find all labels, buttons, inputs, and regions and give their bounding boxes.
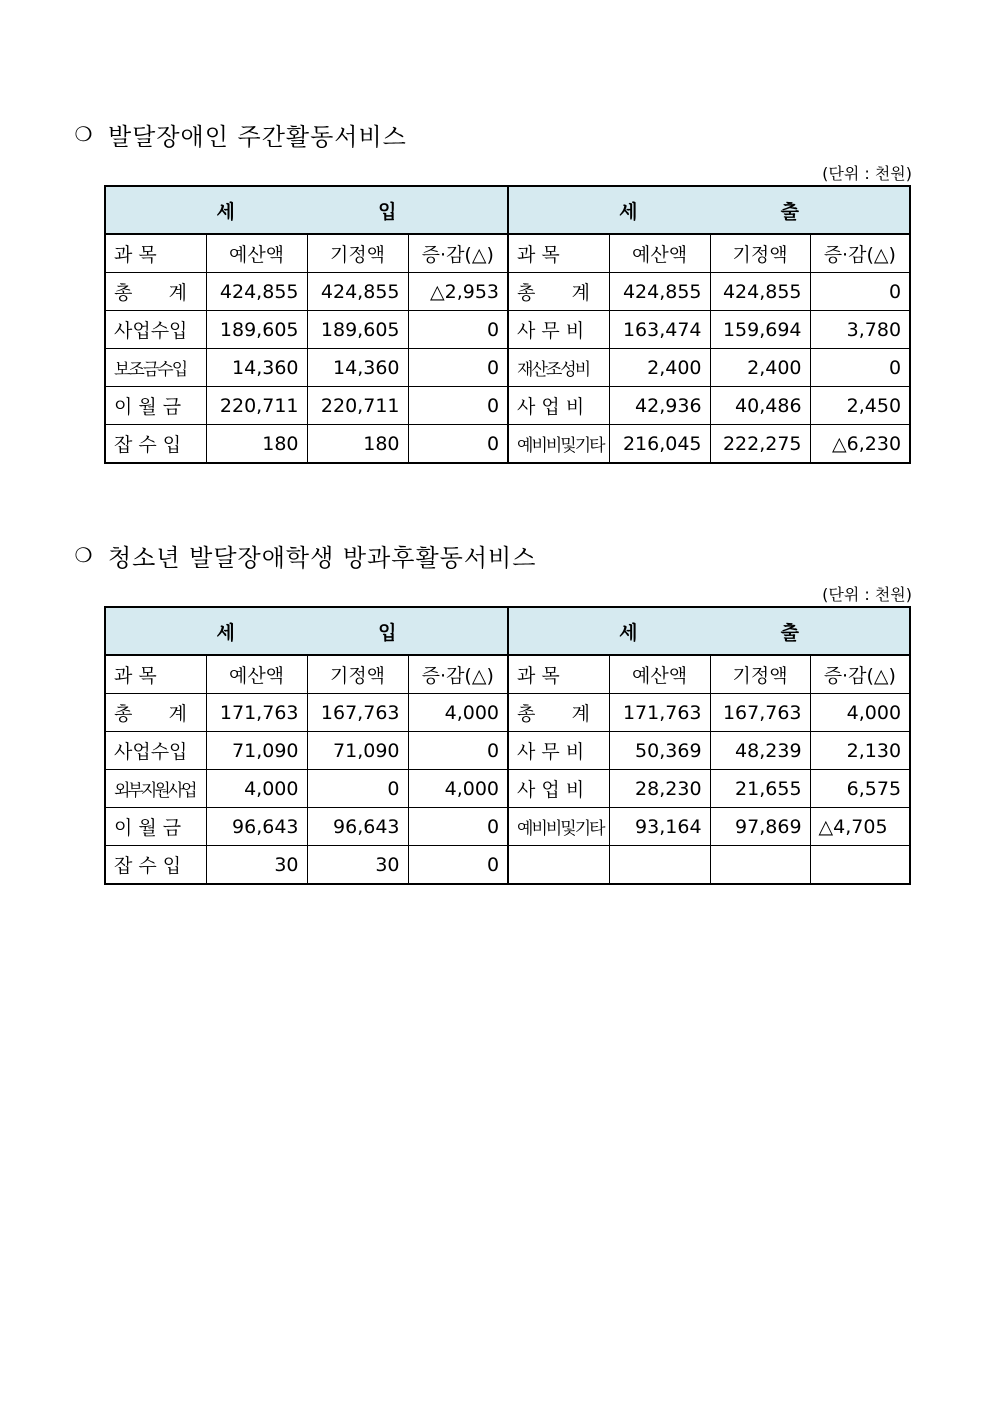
col-budget: 예산액 <box>609 234 710 273</box>
revenue-budget: 71,090 <box>206 732 307 770</box>
expenditure-existing <box>710 846 810 885</box>
expenditure-budget: 2,400 <box>609 349 710 387</box>
revenue-budget: 424,855 <box>206 273 307 311</box>
expenditure-change: 2,450 <box>810 387 910 425</box>
expenditure-item: 재산조성비 <box>508 349 609 387</box>
revenue-existing: 220,711 <box>307 387 408 425</box>
section-title <box>74 537 536 573</box>
revenue-change: 0 <box>408 387 508 425</box>
revenue-existing: 0 <box>307 770 408 808</box>
circle-bullet-icon: ❍ <box>74 122 94 146</box>
revenue-existing: 167,763 <box>307 694 408 732</box>
expenditure-change <box>810 846 910 885</box>
col-account: 과 목 <box>105 234 206 273</box>
expenditure-existing: 222,275 <box>710 425 810 464</box>
revenue-budget: 189,605 <box>206 311 307 349</box>
expenditure-change: 0 <box>810 273 910 311</box>
circle-bullet-icon: ❍ <box>74 543 94 567</box>
revenue-change: 4,000 <box>408 694 508 732</box>
expenditure-change: 0 <box>810 349 910 387</box>
revenue-budget: 96,643 <box>206 808 307 846</box>
col-change: 증·감(△) <box>408 655 508 694</box>
revenue-header-b: 입 <box>378 200 397 223</box>
expenditure-budget <box>609 846 710 885</box>
revenue-change: 4,000 <box>408 770 508 808</box>
col-change: 증·감(△) <box>408 234 508 273</box>
expenditure-budget: 171,763 <box>609 694 710 732</box>
table-row <box>105 694 910 732</box>
revenue-existing: 180 <box>307 425 408 464</box>
col-existing: 기정액 <box>710 234 810 273</box>
table-row <box>105 846 910 885</box>
revenue-header-b: 입 <box>378 621 397 644</box>
expenditure-budget: 163,474 <box>609 311 710 349</box>
revenue-change: 0 <box>408 349 508 387</box>
section-title <box>74 116 407 152</box>
expenditure-budget: 424,855 <box>609 273 710 311</box>
expenditure-budget: 93,164 <box>609 808 710 846</box>
expenditure-existing: 2,400 <box>710 349 810 387</box>
revenue-existing: 424,855 <box>307 273 408 311</box>
col-budget: 예산액 <box>206 655 307 694</box>
revenue-existing: 189,605 <box>307 311 408 349</box>
section-title-text: 청소년 발달장애학생 방과후활동서비스 <box>108 543 537 572</box>
budget-table <box>104 185 911 464</box>
expenditure-header-a: 세 <box>619 200 638 223</box>
col-existing: 기정액 <box>710 655 810 694</box>
col-existing: 기정액 <box>307 234 408 273</box>
col-account: 과 목 <box>508 655 609 694</box>
unit-label: (단위 : 천원) <box>822 164 912 183</box>
revenue-existing: 96,643 <box>307 808 408 846</box>
expenditure-item: 예비비및기타 <box>508 808 609 846</box>
revenue-change: 0 <box>408 732 508 770</box>
expenditure-existing: 21,655 <box>710 770 810 808</box>
column-header-row <box>105 234 910 273</box>
revenue-budget: 30 <box>206 846 307 885</box>
col-change: 증·감(△) <box>810 234 910 273</box>
unit-label: (단위 : 천원) <box>822 585 912 604</box>
expenditure-existing: 40,486 <box>710 387 810 425</box>
table-row <box>105 387 910 425</box>
expenditure-budget: 50,369 <box>609 732 710 770</box>
expenditure-header <box>508 607 910 655</box>
col-account: 과 목 <box>508 234 609 273</box>
revenue-item: 이 월 금 <box>105 387 206 425</box>
col-change: 증·감(△) <box>810 655 910 694</box>
revenue-header <box>105 186 508 234</box>
expenditure-header-b: 출 <box>780 200 800 223</box>
table-row <box>105 770 910 808</box>
revenue-item: 잡 수 입 <box>105 846 206 885</box>
revenue-budget: 220,711 <box>206 387 307 425</box>
expenditure-header-b: 출 <box>780 621 800 644</box>
revenue-budget: 180 <box>206 425 307 464</box>
expenditure-change: 4,000 <box>810 694 910 732</box>
expenditure-change: 3,780 <box>810 311 910 349</box>
expenditure-change: 2,130 <box>810 732 910 770</box>
revenue-item: 잡 수 입 <box>105 425 206 464</box>
revenue-item: 보조금수입 <box>105 349 206 387</box>
section-title-text: 발달장애인 주간활동서비스 <box>108 122 407 151</box>
table-row <box>105 311 910 349</box>
expenditure-item <box>508 846 609 885</box>
expenditure-item: 사 업 비 <box>508 387 609 425</box>
expenditure-change: △4,705 <box>810 808 910 846</box>
expenditure-item: 총 계 <box>508 273 609 311</box>
expenditure-change: △6,230 <box>810 425 910 464</box>
table-header-row <box>105 607 910 655</box>
table-row <box>105 425 910 464</box>
expenditure-item: 총 계 <box>508 694 609 732</box>
expenditure-existing: 48,239 <box>710 732 810 770</box>
revenue-header-a: 세 <box>216 621 235 644</box>
revenue-change: 0 <box>408 846 508 885</box>
expenditure-existing: 424,855 <box>710 273 810 311</box>
col-account: 과 목 <box>105 655 206 694</box>
expenditure-budget: 216,045 <box>609 425 710 464</box>
revenue-item: 외부지원사업 <box>105 770 206 808</box>
revenue-header-a: 세 <box>216 200 235 223</box>
revenue-existing: 14,360 <box>307 349 408 387</box>
table-header-row <box>105 186 910 234</box>
budget-table <box>104 606 911 885</box>
revenue-item: 총 계 <box>105 273 206 311</box>
col-budget: 예산액 <box>609 655 710 694</box>
revenue-budget: 14,360 <box>206 349 307 387</box>
revenue-header <box>105 607 508 655</box>
revenue-item: 사업수입 <box>105 732 206 770</box>
expenditure-budget: 42,936 <box>609 387 710 425</box>
revenue-budget: 4,000 <box>206 770 307 808</box>
table-row <box>105 808 910 846</box>
expenditure-existing: 159,694 <box>710 311 810 349</box>
expenditure-item: 사 업 비 <box>508 770 609 808</box>
revenue-change: 0 <box>408 311 508 349</box>
expenditure-item: 예비비및기타 <box>508 425 609 464</box>
expenditure-change: 6,575 <box>810 770 910 808</box>
expenditure-existing: 97,869 <box>710 808 810 846</box>
revenue-existing: 71,090 <box>307 732 408 770</box>
revenue-item: 총 계 <box>105 694 206 732</box>
table-row <box>105 732 910 770</box>
col-budget: 예산액 <box>206 234 307 273</box>
col-existing: 기정액 <box>307 655 408 694</box>
expenditure-item: 사 무 비 <box>508 732 609 770</box>
revenue-change: △2,953 <box>408 273 508 311</box>
table-row <box>105 349 910 387</box>
expenditure-budget: 28,230 <box>609 770 710 808</box>
table-row <box>105 273 910 311</box>
revenue-item: 이 월 금 <box>105 808 206 846</box>
column-header-row <box>105 655 910 694</box>
revenue-item: 사업수입 <box>105 311 206 349</box>
revenue-change: 0 <box>408 808 508 846</box>
expenditure-item: 사 무 비 <box>508 311 609 349</box>
revenue-existing: 30 <box>307 846 408 885</box>
expenditure-existing: 167,763 <box>710 694 810 732</box>
revenue-budget: 171,763 <box>206 694 307 732</box>
expenditure-header-a: 세 <box>619 621 638 644</box>
revenue-change: 0 <box>408 425 508 464</box>
expenditure-header <box>508 186 910 234</box>
